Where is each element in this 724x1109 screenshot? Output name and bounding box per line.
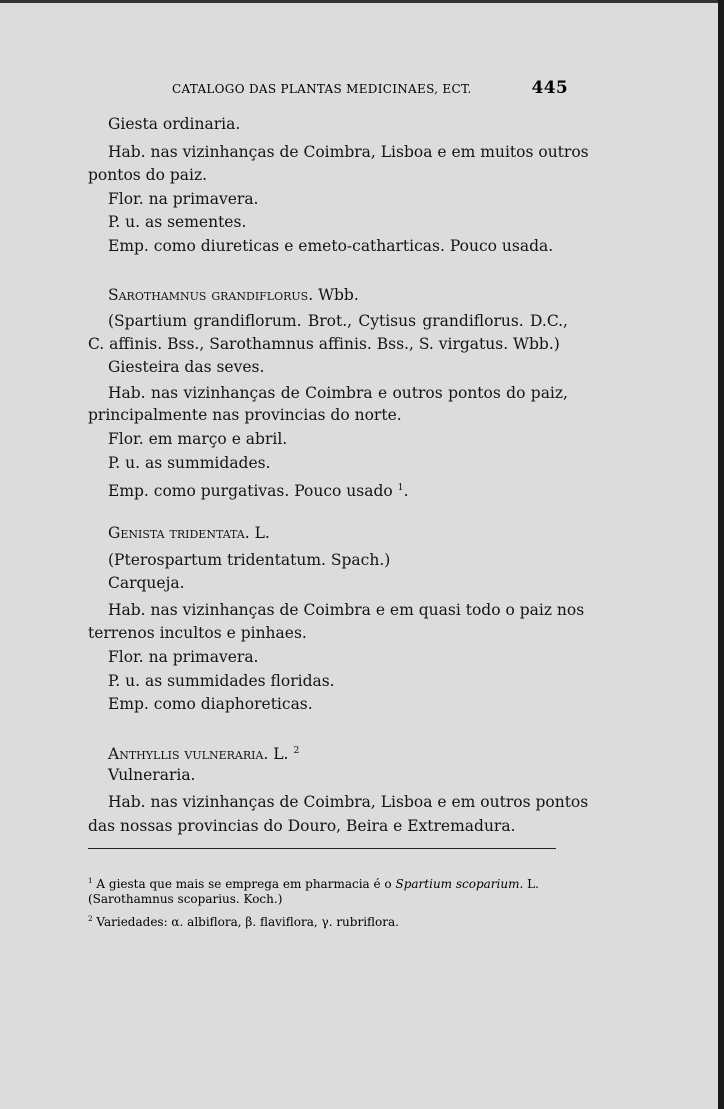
text-line: Hab. nas vizinhanças de Coimbra e em quasi todo o paiz nos — [108, 601, 585, 619]
text-line: Giesteira das seves. — [108, 358, 265, 376]
text-line: C. affinis. Bss., Sarothamnus affinis. Bss., S. virgatus. Wbb.) — [88, 335, 560, 353]
text-line: terrenos incultos e pinhaes. — [88, 624, 307, 642]
species-author: Wbb. — [318, 286, 359, 304]
text-line: Emp. como purgativas. Pouco usado $^1$. — [108, 482, 409, 501]
scan-edge-top — [0, 0, 724, 3]
text-line: Emp. como diaphoreticas. — [108, 695, 313, 713]
text-line: Hab. nas vizinhanças de Coimbra, Lisboa e em muitos outros — [108, 143, 589, 161]
page-number: 445 — [531, 78, 568, 98]
running-header — [172, 78, 568, 98]
running-title: CATALOGO DAS PLANTAS MEDICINAES, ECT. — [172, 82, 472, 96]
text-line: Flor. na primavera. — [108, 648, 259, 666]
text-line: Hab. nas vizinhanças de Coimbra e outros pontos do paiz, — [108, 384, 568, 402]
text-line: Hab. nas vizinhanças de Coimbra, Lisboa e em outros pontos — [108, 793, 589, 811]
species-name: Genista tridentata. — [108, 524, 250, 542]
text-line: (Pterospartum tridentatum. Spach.) — [108, 551, 391, 569]
text-line: P. u. as sementes. — [108, 213, 247, 231]
text-line: Giesta ordinaria. — [108, 115, 241, 133]
footnote-mark: 2 — [88, 914, 93, 923]
species-name: Anthyllis vulneraria. — [108, 745, 269, 764]
text-line: Flor. em março e abril. — [108, 430, 288, 448]
text-line: Carqueja. — [108, 574, 185, 592]
species-author: L. — [254, 524, 270, 542]
species-heading — [108, 740, 299, 765]
footnote-ref: 2 — [293, 745, 300, 756]
text-line: Flor. na primavera. — [108, 190, 259, 208]
text-line: principalmente nas provincias do norte. — [88, 406, 402, 424]
species-author: L. — [273, 745, 289, 764]
text-line: das nossas provincias do Douro, Beira e Extremadura. — [88, 817, 516, 835]
text-line: Vulneraria. — [108, 766, 196, 784]
footnote-ref: 1 — [397, 482, 404, 493]
footnote-1: $^1$ A giesta que mais se emprega em pharmacia é o Spartium scoparium. L. — [88, 876, 539, 891]
footnote-2: $^2$ Variedades: α. albiflora, β. flaviflora, γ. rubriflora. — [88, 914, 399, 929]
text-line: P. u. as summidades floridas. — [108, 672, 335, 690]
text-line: P. u. as summidades. — [108, 454, 271, 472]
species-heading — [108, 284, 359, 306]
text-line: pontos do paiz. — [88, 166, 208, 184]
text-line: (Spartium grandiflorum. Brot., Cytisus grandiflorus. D.C., — [108, 312, 568, 330]
footnote-1-line2: (Sarothamnus scoparius. Koch.) — [88, 892, 283, 906]
species-heading — [108, 522, 270, 544]
footnote-mark: 1 — [88, 876, 93, 885]
text-line: Emp. como diureticas e emeto-catharticas. Pouco usada. — [108, 237, 554, 255]
footnote-rule — [88, 848, 556, 849]
scan-edge-right — [718, 0, 724, 1109]
species-name: Sarothamnus grandiflorus. — [108, 286, 314, 304]
